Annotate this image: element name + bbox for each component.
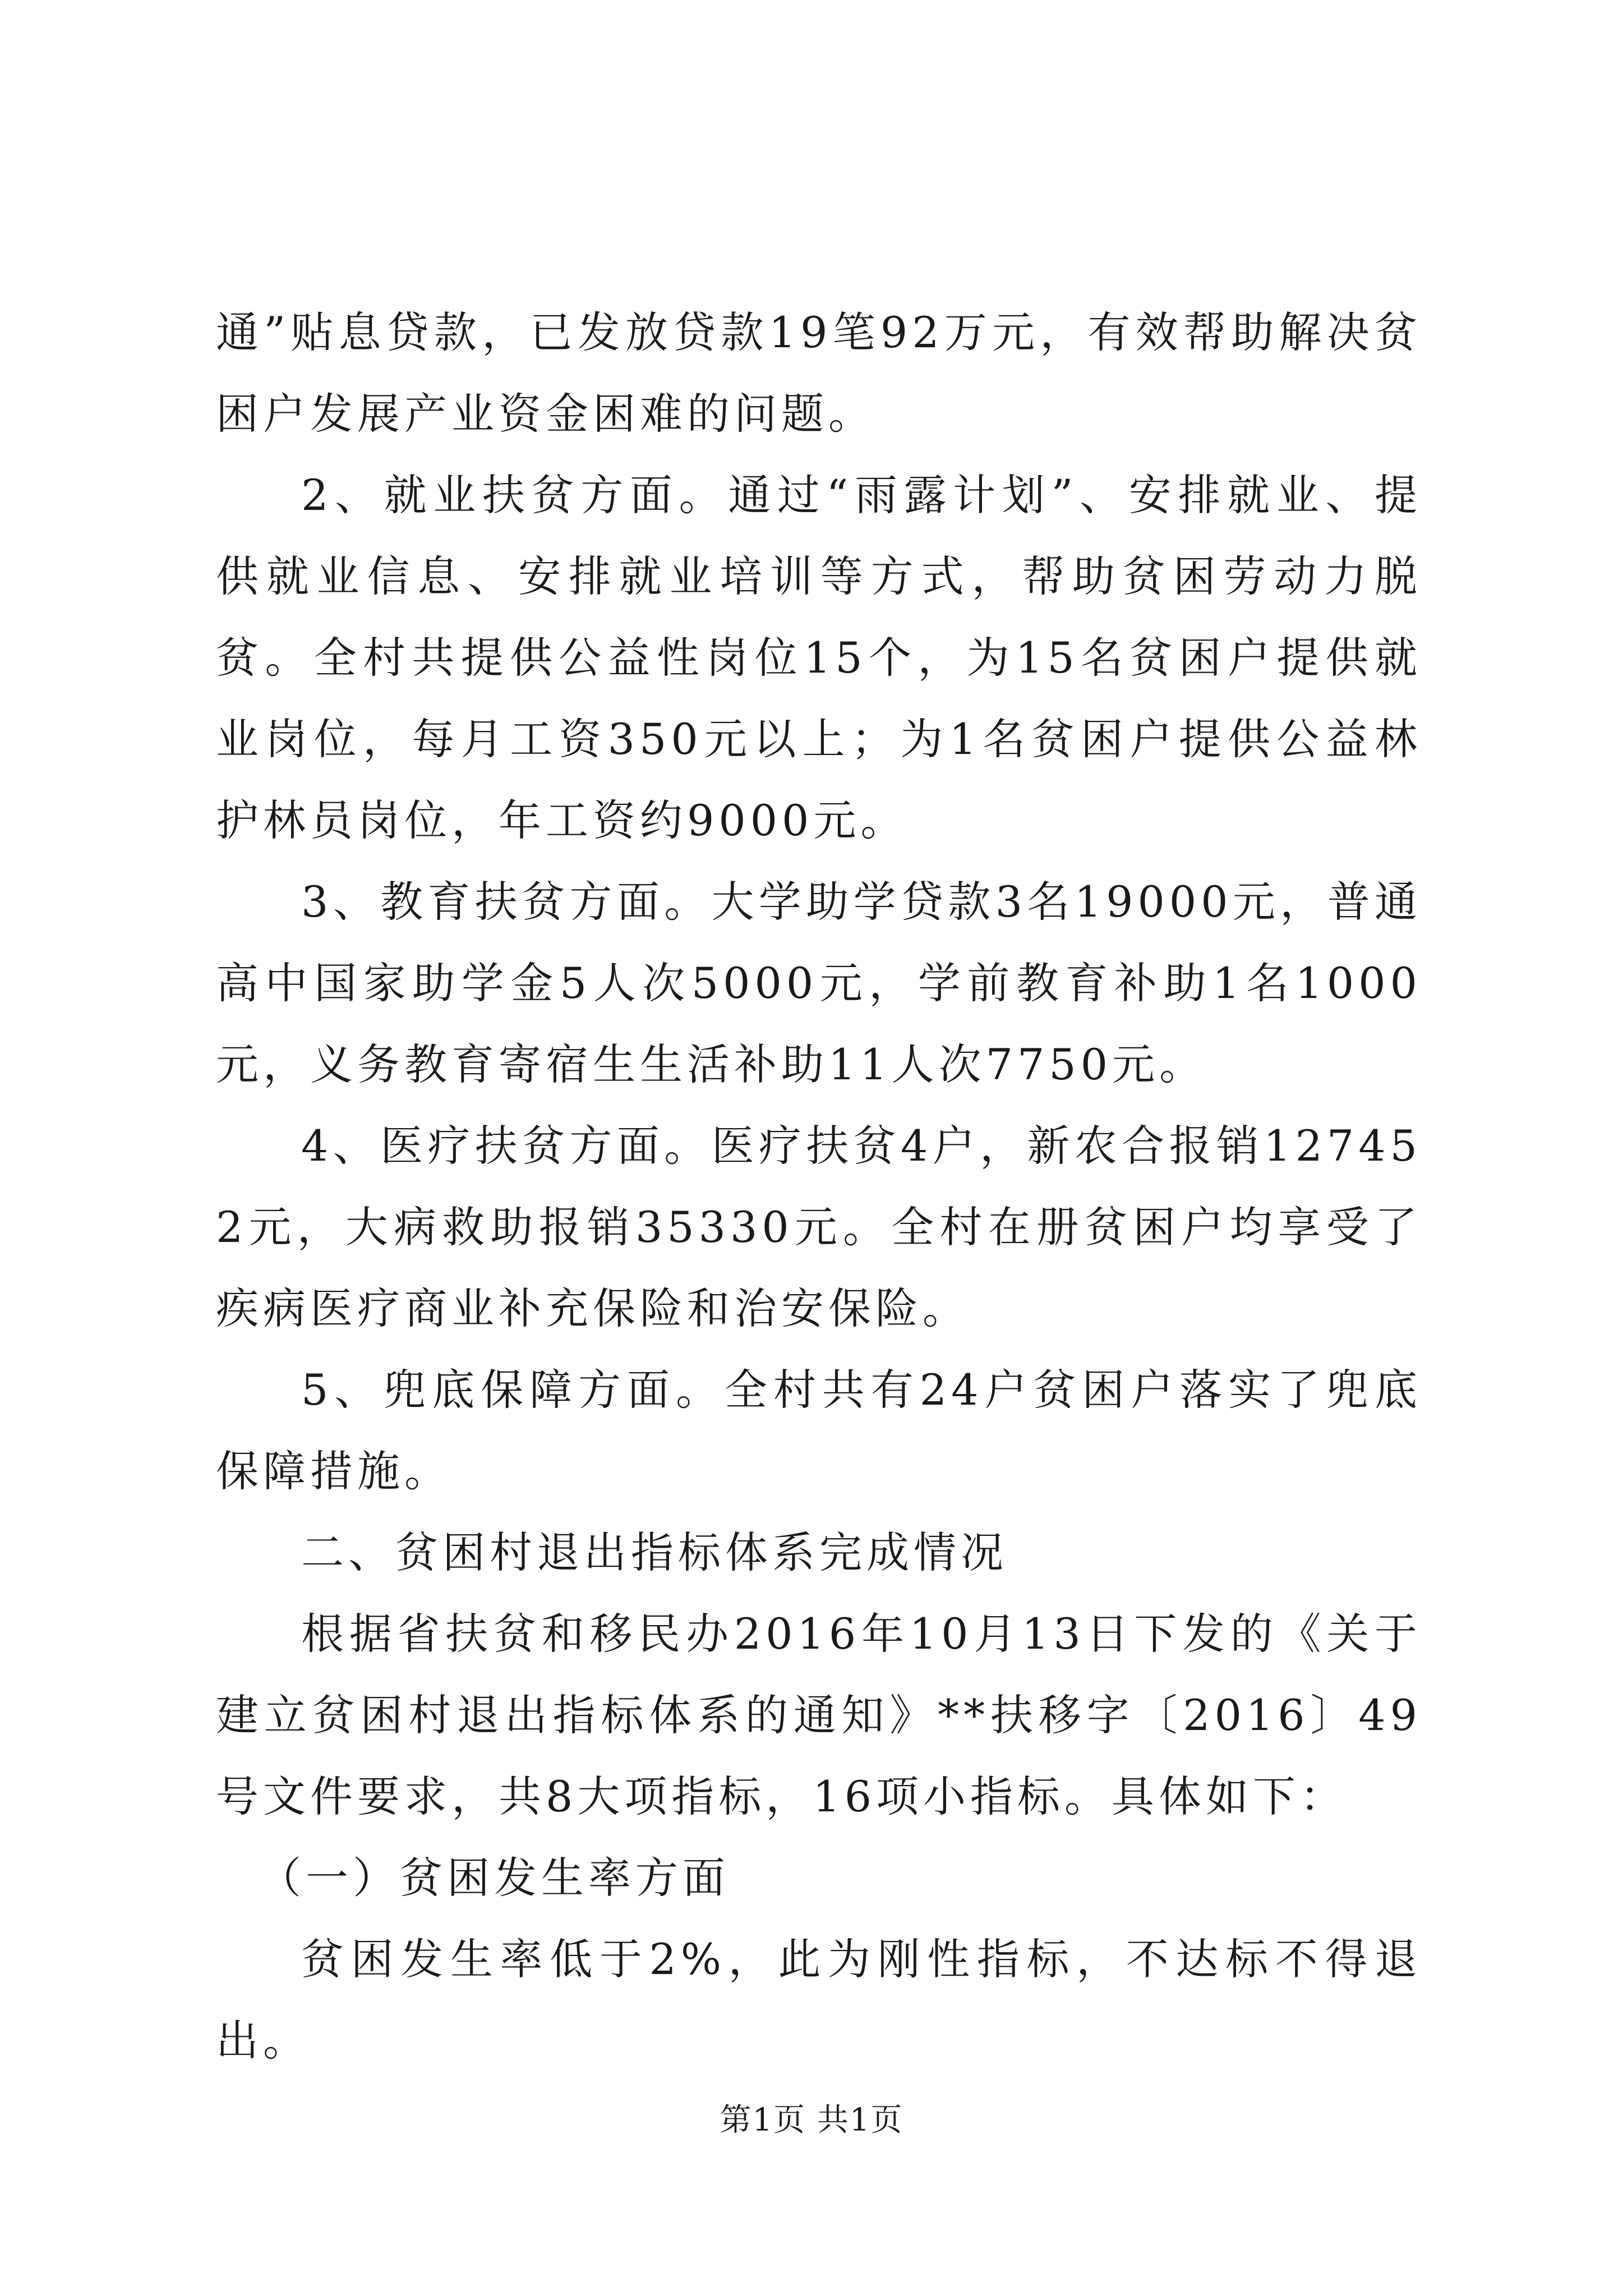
paragraph-medical-poverty-relief: 4、医疗扶贫方面。医疗扶贫4户，新农合报销127452元，大病救助报销35330元。全村在册贫困户均享受了疾病医疗商业补充保险和治安保险。 — [216, 1121, 1422, 1333]
paragraph-poverty-incidence: 贫困发生率低于2%，此为刚性指标，不达标不得退出。 — [216, 1934, 1422, 2065]
paragraph-exit-indicator-basis: 根据省扶贫和移民办2016年10月13日下发的《关于建立贫困村退出指标体系的通知》**扶移字〔2016〕49号文件要求，共8大项指标，16项小指标。具体如下： — [216, 1609, 1422, 1821]
paragraph-continuation: 通”贴息贷款，已发放贷款19笔92万元，有效帮助解决贫困户发展产业资金困难的问题。 — [216, 307, 1422, 439]
section-heading-exit-indicators: 二、贫困村退出指标体系完成情况 — [301, 1527, 1008, 1577]
document-body — [216, 292, 1422, 2081]
page-footer: 第1页 共1页 — [720, 2102, 903, 2138]
paragraph-basic-security: 5、兜底保障方面。全村共有24户贫困户落实了兜底保障措施。 — [216, 1365, 1422, 1496]
paragraph-education-poverty-relief: 3、教育扶贫方面。大学助学贷款3名19000元，普通高中国家助学金5人次5000元，学前教育补助1名1000元，义务教育寄宿生生活补助11人次7750元。 — [216, 877, 1422, 1089]
paragraph-employment-poverty-relief: 2、就业扶贫方面。通过“雨露计划”、安排就业、提供就业信息、安排就业培训等方式，帮助贫困劳动力脱贫。全村共提供公益性岗位15个，为15名贫困户提供就业岗位，每月工资350元以上；为1名贫困户提供公益林护林员岗位，年工资约9000元。 — [216, 470, 1422, 845]
sub-heading-poverty-incidence: （一）贫困发生率方面 — [259, 1853, 730, 1903]
